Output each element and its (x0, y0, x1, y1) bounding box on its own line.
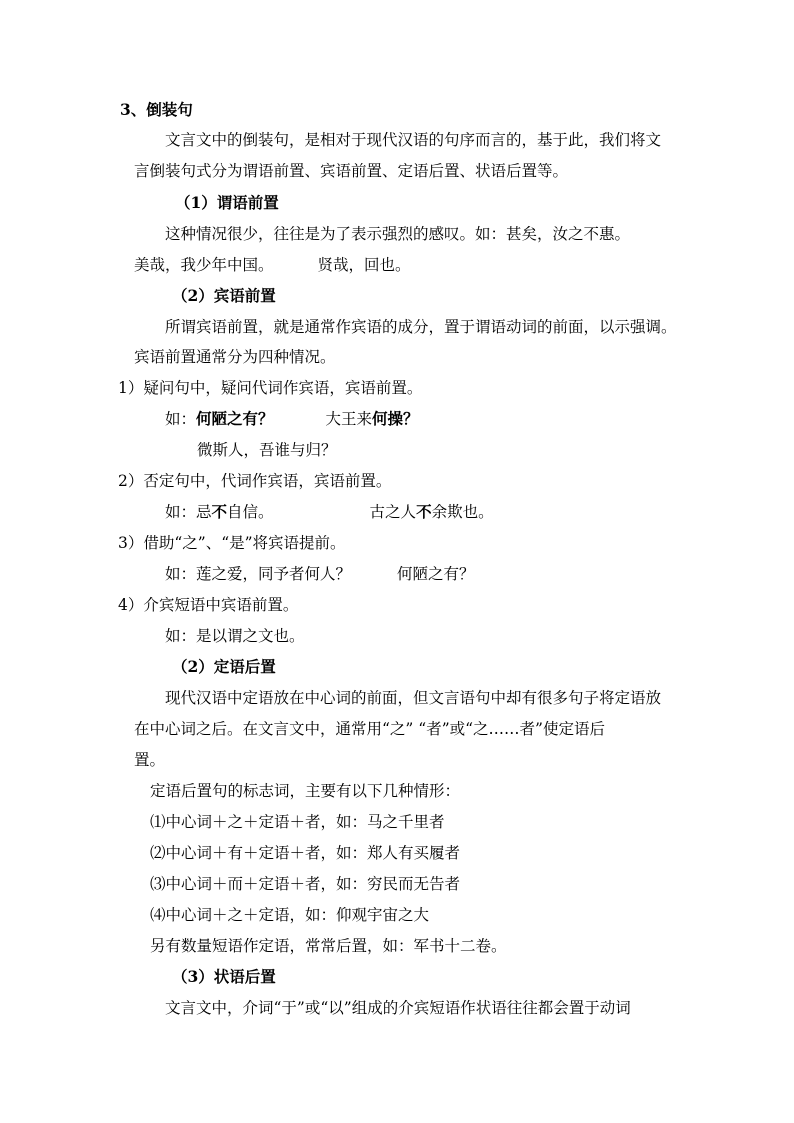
example-text: 美哉，我少年中国。 (134, 256, 274, 274)
subsection-title-attributive-postposition: （2）定语后置 (172, 657, 276, 676)
example-prefix: 如： (165, 410, 197, 428)
attributive-pattern: ⑵中心词＋有＋定语＋者，如：郑人有买履者 (150, 844, 461, 862)
section-title: 倒装句 (146, 100, 193, 119)
attributive-extra: 另有数量短语作定语，常常后置，如：军书十二卷。 (150, 937, 507, 955)
predicate-fronting-line-1: 这种情况很少，往往是为了表示强烈的感叹。如：甚矣，汝之不惠。 (165, 225, 631, 243)
attributive-marker-intro: 定语后置句的标志词，主要有以下几种情形： (150, 782, 461, 800)
attributive-line-1: 现代汉语中定语放在中心词的前面，但文言语句中却有很多句子将定语放 (165, 689, 662, 707)
section-number: 3、 (120, 100, 147, 119)
example-bold: 何操？ (372, 409, 419, 428)
case-3-heading: 3）借助“之”、“是”将宾语提前。 (118, 534, 346, 552)
example-text: 何陋之有？ (397, 565, 475, 583)
case-1-heading: 1）疑问句中，疑问代词作宾语，宾语前置。 (118, 379, 423, 397)
case-2-examples (165, 502, 494, 522)
case-4-heading: 4）介宾短语中宾语前置。 (118, 596, 299, 614)
example-text: 余欺也。 (431, 503, 494, 521)
case-4-example: 如：是以谓之文也。 (165, 627, 305, 645)
attributive-line-2: 在中心词之后。在文言文中，通常用“之” “者”或“之……者”使定语后 (134, 720, 605, 738)
example-text: 大王来 (325, 410, 373, 428)
case-1-example-extra: 微斯人，吾谁与归？ (197, 441, 337, 459)
attributive-pattern: ⑶中心词＋而＋定语＋者，如：穷民而无告者 (150, 875, 461, 893)
object-fronting-line-2: 宾语前置通常分为四种情况。 (134, 348, 336, 366)
example-bold: 不 (211, 502, 228, 521)
adverbial-line-1: 文言文中，介词“于”或“以”组成的介宾短语作状语往往都会置于动词 (165, 999, 631, 1017)
case-2-heading: 2）否定句中，代词作宾语，宾语前置。 (118, 472, 392, 490)
case-3-examples (165, 564, 475, 584)
intro-line-2: 言倒装句式分为谓语前置、宾语前置、定语后置、状语后置等。 (134, 162, 569, 180)
section-heading (120, 100, 193, 120)
attributive-pattern: ⑷中心词＋之＋定语，如：仰观宇宙之大 (150, 906, 430, 924)
attributive-line-3: 置。 (134, 751, 166, 769)
example-bold: 何陋之有？ (196, 409, 274, 428)
intro-line-1: 文言文中的倒装句，是相对于现代汉语的句序而言的，基于此，我们将文 (165, 131, 662, 149)
example-text: 自信。 (227, 503, 274, 521)
example-text: 如：忌 (165, 503, 212, 521)
predicate-fronting-examples (134, 255, 411, 275)
example-text: 古之人 (369, 503, 417, 521)
example-bold: 不 (416, 502, 432, 521)
subsection-title-adverbial-postposition: （3）状语后置 (172, 967, 276, 986)
object-fronting-line-1: 所谓宾语前置，就是通常作宾语的成分，置于谓语动词的前面，以示强调。 (165, 318, 677, 336)
subsection-title-object-fronting: （2）宾语前置 (172, 286, 276, 305)
example-text: 如：莲之爱，同予者何人？ (165, 565, 352, 583)
subsection-title-predicate-fronting: （1）谓语前置 (175, 193, 279, 212)
attributive-pattern: ⑴中心词＋之＋定语＋者，如：马之千里者 (150, 813, 445, 831)
example-text: 贤哉，回也。 (317, 256, 411, 274)
case-1-examples (165, 409, 419, 429)
